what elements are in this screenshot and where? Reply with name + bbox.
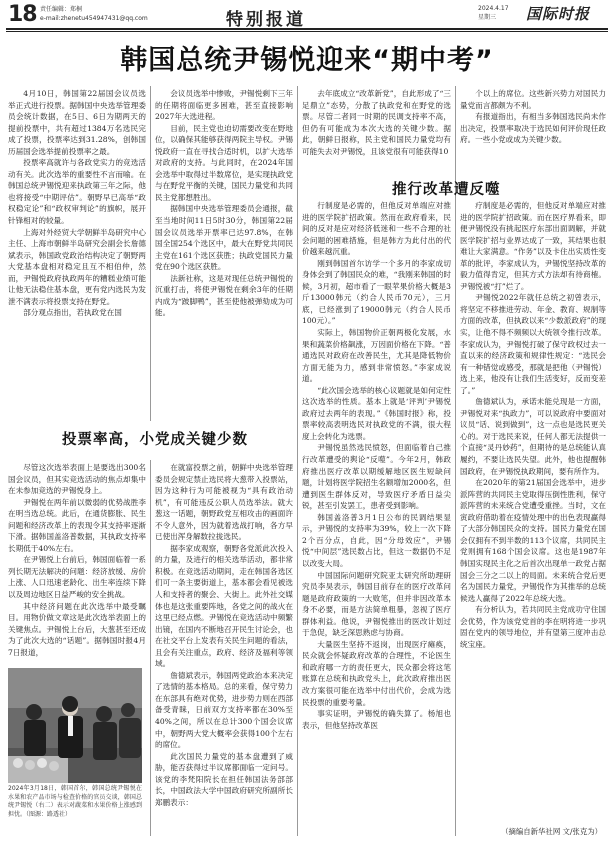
paragraph: 尹锡悦在两年前以微弱的优势战胜李在明当选总统。此后，在通货膨胀、民生问题和经济改革上的表现令其支持率逐渐下滑。据韩国盖洛普数据，其执政支持率长期低于40%左右。 — [8, 497, 146, 553]
issue-date: 2024.4.17 — [478, 5, 509, 12]
editor-info — [40, 5, 148, 23]
article-column-1-top — [8, 88, 146, 423]
article-column-3-top — [302, 88, 451, 178]
paragraph: 法新社称，这是对现任总统尹锡悦的沉重打击，将使尹锡悦在剩余3年的任期内成为“跛脚鸭”，甚至使他被弹劾成为可能。 — [155, 273, 293, 318]
paragraph: 有报道指出，有相当多韩国选民尚未作出决定，投票率取决于选民如何评价现任政府。一些小党或成为关键少数。 — [460, 112, 606, 145]
news-photo — [8, 668, 142, 783]
paragraph: 尹锡悦虽然选民愤怒，但面临着自己推行改革遭受的舆论“反噬”。今年2月，韩政府推出医疗改革以期缓解地区医生短缺问题，计划将医学院招生名额增加2000名，但遭到医生群体反对，导致医疗矛盾日益尖锐，甚至引发罢工，患者受到影响。 — [302, 443, 451, 511]
header-rule-thin — [6, 31, 608, 32]
article-column-1-bottom — [8, 462, 146, 665]
date-box — [478, 4, 509, 22]
editor-line: 责任编辑：郑桐 — [40, 6, 83, 13]
paragraph: 詹德斌表示，韩国两党政治本来决定了选情的基本格局。总的来看，保守势力在东部具有绝对优势，进步势力则在西部备受青睐，日前双方支持率都在30%至40%之间，所以在总计300个国会议席中，朝野两大党大概率会获得100个左右的席位。 — [155, 670, 293, 750]
article-column-2-top — [155, 88, 293, 423]
paragraph: 行制度是必需的，但他反对单端应对推进的医学院扩招政策。然而在政府看来，民间的反对是应对经济低迷和一些不合理的社会问题的困难措施，但是韩方为此付出的代价越来越沉重。 — [302, 201, 451, 257]
paragraph: 其中经济问题在此次选举中最受瞩目。用物价做文章这是此次选举表面上的关键焦点。尹锡悦上台后，大葱甚至还成为了此次大选的“话题”。据韩国时报4月7日报道， — [8, 601, 146, 657]
paragraph: “此次国会选举的核心议题就是如何定性这次选举的性质。基本上就是‘评判’尹锡悦政府过去两年的表现。”《韩国时报》称，投票率较高表明选民对执政党的不满，很大程度上会转化为选票。 — [302, 385, 451, 441]
column-divider — [150, 86, 151, 421]
article-column-3-bottom — [302, 200, 451, 836]
paragraph: 疗制度是必需的，但他反对单端应对推进的医学院扩招政策。而在医疗界看来，即便尹锡悦没有挑起医疗东部出面调解，并就医学院扩招与业界达成了一致，其结果也很难让大家满意。“作务”以及卡住出实质性变革的批评，李家成认为，尹锡悦坚持改革的毅力值得肯定，但其方式方法却有待商榷。尹锡悦被“打”烂了。 — [460, 201, 606, 291]
paragraph: 4月10日，韩国第22届国会议员选举正式进行投票。据韩国中央选举管理委员会统计数据，在5日、6日为期两天的提前投票中，共有超过1384万名选民完成了投票，投票率达到31.28%，创韩国历届国会选举提前投票率之最。 — [8, 89, 146, 156]
paragraph: 个以上的席位。这些新兴势力对国民力量党而言都颇为不利。 — [460, 89, 606, 110]
paragraph: 在2020年的第21届国会选举中，进步派阵营的共同民主党取得压倒性胜利，保守派阵营的未来统合党遭受重挫。当时，文在寅政府借助着在疫情处理中的出色表现赢得了大部分韩国民众的支持。国民力量党在国会仅拥有不到半数的113个议席，共同民主党则拥有168个国会议席。这也是1987年韩国实现民主化之后首次出现单一政党占据国会三分之二以上的局面。未来统合党后更名为国民力量党，尹锡悦作为其推举的总统候选人赢得了2022年总统大选。 — [460, 478, 606, 603]
paragraph: 部分观点指出，若执政党在国 — [23, 308, 122, 318]
paragraph: 有分析认为，若共同民主党成功守住国会优势，作为该党党首的李在明将进一步巩固在党内的领导地位，并有望第三度冲击总统宝座。 — [460, 605, 606, 649]
paragraph: 詹德斌认为，承诺未能兑现是一方面，尹锡悦对来“执政力”，可以说政府中要面对议员“话、说到做到”，这一点也是选民更关心的。对于选民来说，任何人都无法提供一个直接“灵丹妙药”，但期待的是总统能认真履约，不要让选民失望。此外，他也提醒韩国政府，在尹锡悦执政期间，要有所作为。 — [460, 397, 606, 476]
column-divider — [297, 86, 298, 836]
paragraph: 会议员选举中惨败，尹锡悦剩下三年的任期将面临更多困难，甚至直接影响2027年大选进程。 — [155, 89, 293, 122]
section-title: 特别报道 — [226, 10, 306, 30]
header-rule — [6, 28, 608, 30]
photo-caption: 2024年3月18日，韩国首尔，韩国总统尹锡悦在水果和农产品市场与检查价格的官员交谈，韩国总统尹锡悦（右二）表示对蔬菜和水果价格上涨感到担忧。（图源：路透社） — [8, 785, 142, 818]
paper-name-logo: 国际时报 — [526, 5, 591, 23]
paragraph: 韩国盖洛普3月1日公布的民调结果显示，尹锡悦的支持率为39%，较上一次下降2个百分点，自此，因“分母效应”，尹锡悦“中间层”选民数占比，但这一数据仍不足以改变大局。 — [302, 512, 451, 568]
paragraph: 据李家成观察，朝野各党派此次投入的力量，及进行的相关选举活动，都非常积极。在竞选活动期间，走在韩国各选区们可一条主要街道上，基本都会看见被选人和支持者的聚会、大街上。此外社交媒体也是这张重要阵地，各党之间的战火在这里已经点燃。尹锡悦在竞选活动中频繁出镜，在国内不断地召开民生讨论会，也在社交平台上发表有关民生问题的看法，且会有关注重点，政府、经济及福利等领域。 — [155, 543, 293, 669]
column-divider — [150, 460, 151, 836]
article-column-4-bottom — [460, 200, 606, 818]
subhead-turnout: 投票率高，小党成关键少数 — [62, 432, 248, 448]
paragraph: 此次国民力量党的基本盘遭到了威胁，能否获得过半议席都面临一定问号。该党的李梵阳院长在担任韩国法务部部长，中国政法大学中国政府研究所副所长郑鹏表示： — [155, 751, 293, 807]
page-number: 18 — [8, 2, 37, 27]
paragraph: 在就富投票之前，朝鲜中央选举管理委员会规定禁止选民将大葱带入投票站，因为这种行为可能被视为“具有政治动机”，有可能违反公职人员选举法。就大葱这一话题，朝野政党互相攻击的画面许不令人意外，因为就着选战打响，各方早已使出浑身解数拉拢选民。 — [155, 463, 293, 542]
paragraph: 投票率高就许与各政党实力的竞选活动有关。此次选举的重要性不言而喻。在韩国总统尹锡悦迎来执政第三年之际，他也将接受“中期评估”。朝野早已高举“政权稳定论”和“政权审判论”的旗帜，展开针锋相对的较量。 — [8, 158, 146, 226]
paragraph: 刚到韩国首尔访学一个多月的李家成切身体会到了韩国民众的难，“我刚来韩国的时候，3月初，超市看了一眼苹果价格大概是3斤13000韩元（约合人民币70元），三月底，已经涨到了19000韩元（约合人民币100元）。” — [302, 258, 451, 326]
paragraph: 尽管这次选举表面上是要选出300名国会议员，但其实竞选活动的焦点却集中在未参加竞选的尹锡悦身上。 — [8, 463, 146, 496]
paragraph: 事实证明，尹锡悦的确失算了。杨旭也表示，但他坚持改革医 — [302, 709, 451, 730]
paragraph: 目前，民主党也迫切需要改变在野地位，以确保其能够获得两院主导权。尹锡悦政府一直在寻找合适时机，以扩大选举对政府的支持。与此同时，在2024年国会选举中取得过半数席位，是实现执政党与在野党平衡的关键，国民力量党和共同民主党都想胜出。 — [155, 123, 293, 202]
paragraph: 中国国际问题研究院亚太研究所助理研究员李昊表示，韩国目前存在的医疗改革问题是政府政策的一大败笔，但并非因改革本身不必要，而是方法简单粗暴，忽视了医疗群体利益。他说，尹锡悦推出的医改计划过于急促，缺乏深思熟虑与协商。 — [302, 570, 451, 638]
article-column-2-bottom — [155, 462, 293, 836]
issue-weekday: 星期三 — [478, 14, 497, 21]
byline: （摘编自新华社网 文/张克为） — [501, 827, 602, 836]
article-column-4-top — [460, 88, 606, 178]
paragraph: 实际上，韩国物价正朝两极化发展，水果和蔬菜价格飙涨，万因面价格在下降。“普通选民对政府在改善民生，尤其是降低物价方面无能为力，感到非常愤怒。”李家成说道。 — [302, 328, 451, 384]
paragraph: 上海对外经贸大学朝鲜半岛研究中心主任、上海市朝鲜半岛研究会副会长詹德斌表示，韩国政党政治结构决定了朝野两大党基本盘相对稳定且互不相伯仲，然而，尹锡悦政府执政两年的糟糕业绩可能让他无法稳住基本盘，更有党内选民为发泄不满表示将投票支持在野党。 — [8, 227, 146, 306]
paragraph: 在尹锡悦上台前后，韩国面临着一系列长期无法解决的问题：经济放缓、房价上涨、人口迅速老龄化、出生率连续下降以及周边地区日益严峻的安全挑战。 — [8, 555, 146, 600]
paragraph: 去年底成立“改革新党”，自此形成了“三足鼎立”态势，分散了执政党和在野党的选票。尽管二者同一时期的民调支持率不高，但仍有可能成为本次大选的关键少数。据此，朝鲜日报称，民主党和国民力量党均有可能失去对尹锡悦，且该党很有可能获得10 — [302, 89, 451, 156]
subhead-reform: 推行改革遭反噬 — [392, 182, 501, 198]
paragraph: 尹锡悦2022年就任总统之初曾表示，将坚定不移推进劳动、年金、教育、规制等方面的改革，但执政以来“少数派政府”的现实，让他不得不频频以大统领令推行改革。李家成认为，尹锡悦打破了保守政权过去一直以来的经济政策和规律性规定：“选民会有一种错觉或感受，那就是把他（尹锡悦）选上来，他没有让我们生活变好，反而变差了。” — [460, 293, 606, 395]
page-header — [0, 0, 614, 30]
email-line: e-mail:zhenetu454947431@qq.com — [40, 15, 148, 22]
headline: 韩国总统尹锡悦迎来“期中考” — [120, 45, 494, 76]
paragraph: 大量医生坚持不返岗，出现医疗瘫痪，民众就会怀疑政府改革的合理性，不论医生和政府哪一方的责任更大，民众都会将这笔账算在总统和执政党头上，此次政府推出医改方案很可能在选举中付出代价，会成为选民投票的重要考量。 — [302, 639, 451, 707]
paragraph: 据韩国中央选举管理委员会通报，截至当地时间11日5时30分，韩国第22届国会议员选举开票率已达97.8%，在韩国全国254个选区中，最大在野党共同民主党在161个选区获胜；执政党国民力量党在90个选区获胜。 — [155, 204, 293, 272]
